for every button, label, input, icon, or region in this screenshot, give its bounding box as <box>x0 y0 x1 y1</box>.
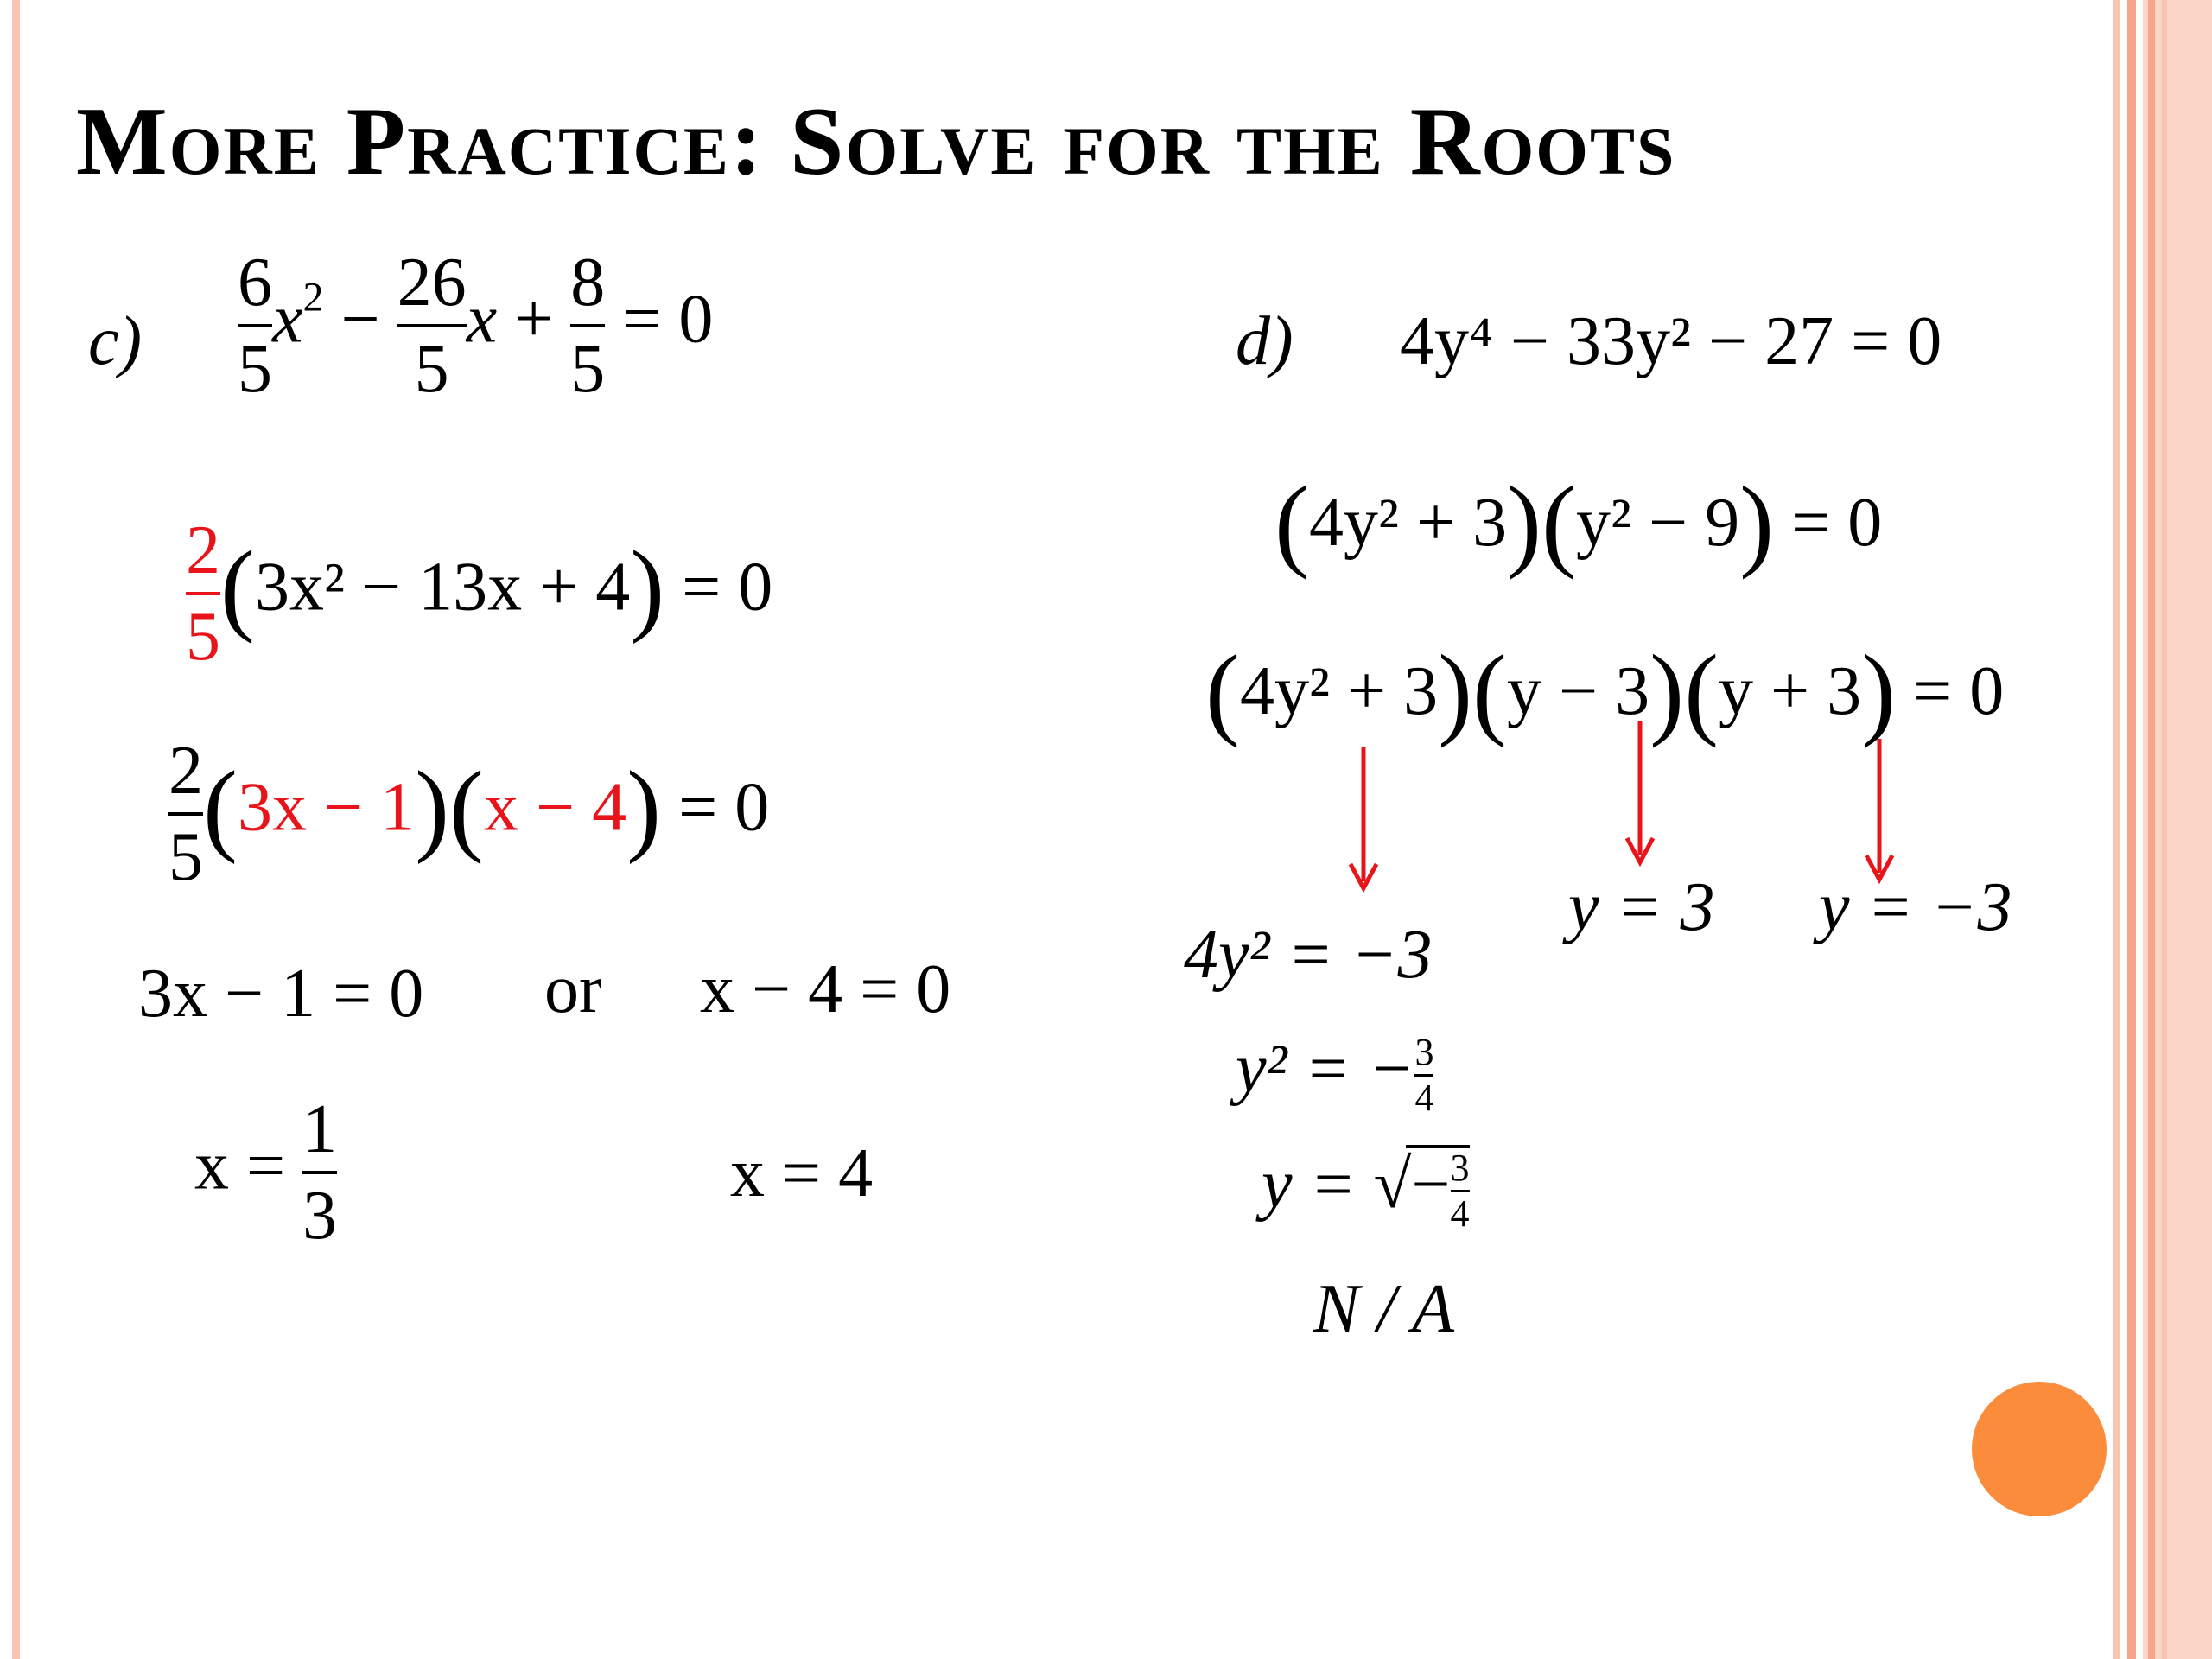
part-c-label: c) <box>88 303 143 379</box>
part-c-step3-right: x − 4 = 0 <box>700 951 951 1027</box>
part-c-step1: $\frac{2}{5}$ (3x² − 13x + 4) = 0 <box>186 512 773 675</box>
page-title: More Practice: Solve for the Roots <box>76 88 1676 195</box>
part-d-branch-line2: y² = − $\frac{3}{4}$ <box>1236 1031 1434 1120</box>
part-c-step3-or: or <box>544 951 602 1027</box>
part-c-step2: $\frac{2}{5}$ (3x − 1)(x − 4) = 0 <box>168 733 770 895</box>
part-c-step4-left: x = $\frac{1}{3}$ <box>194 1091 338 1254</box>
part-c-step4-right: x = 4 <box>730 1135 874 1211</box>
part-c-equation: $\frac{6}{5}$ $x^2$ − $\frac{26}{5}$ x + $\frac{8}{5}$ = 0 <box>238 245 714 407</box>
part-d-step1: (4y² + 3)(y² − 9) = 0 <box>1274 465 1883 580</box>
part-d-branch-line3: y = √− $\frac{3}{4}$ <box>1262 1147 1470 1236</box>
part-d-step2: (4y² + 3)(y − 3)(y + 3) = 0 <box>1205 633 2005 748</box>
part-d-branch-line1: 4y² = −3 <box>1184 917 1433 993</box>
part-d-root-1: y = 3 <box>1568 869 1715 945</box>
part-d-branch-line4: N / A <box>1313 1271 1455 1347</box>
part-d-root-2: y = −3 <box>1819 869 2012 945</box>
part-d-label: d) <box>1236 303 1294 379</box>
part-d-equation: 4y⁴ − 33y² − 27 = 0 <box>1400 303 1942 379</box>
part-c-step3-left: 3x − 1 = 0 <box>138 956 424 1032</box>
